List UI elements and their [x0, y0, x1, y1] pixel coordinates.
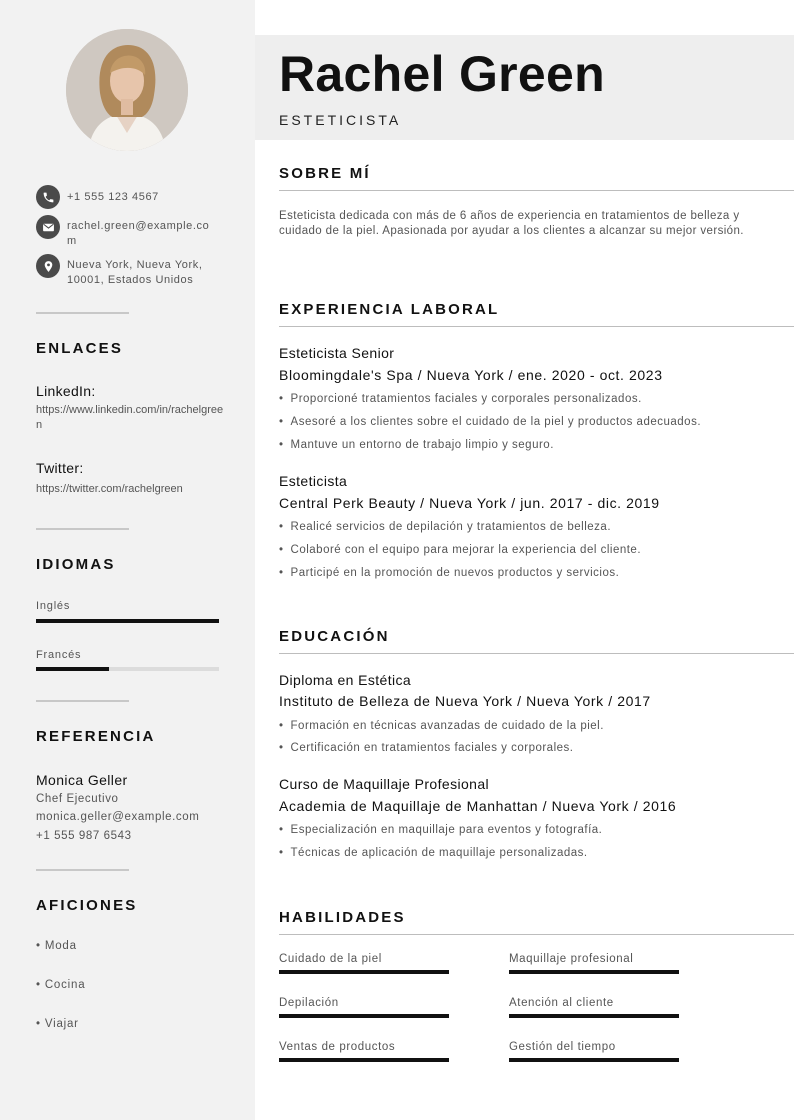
education-bullet: • Especialización en maquillaje para eventos y fotografía. [279, 824, 602, 836]
hobby-item: • Viajar [36, 1018, 79, 1030]
reference-role: Chef Ejecutivo [36, 793, 119, 805]
experience-bullet: • Mantuve un entorno de trabajo limpio y seguro. [279, 439, 554, 451]
education-subtitle: Academia de Maquillaje de Manhattan / Nueva York / 2016 [279, 798, 677, 814]
twitter-url[interactable]: https://twitter.com/rachelgreen [36, 483, 183, 495]
skill-item [279, 953, 449, 974]
reference-phone: +1 555 987 6543 [36, 830, 132, 842]
language-level-bar [36, 667, 219, 671]
experience-bullet: • Realicé servicios de depilación y tratamientos de belleza. [279, 521, 611, 533]
hobby-item: • Cocina [36, 979, 86, 991]
experience-title: Esteticista Senior [279, 345, 395, 361]
skill-bar [279, 970, 449, 974]
skill-item [279, 1041, 449, 1062]
profile-photo [66, 29, 188, 151]
skill-label: Gestión del tiempo [509, 1041, 616, 1053]
phone-text: +1 555 123 4567 [67, 191, 159, 203]
experience-bullet: • Colaboré con el equipo para mejorar la experiencia del cliente. [279, 544, 641, 556]
experience-title: Esteticista [279, 473, 348, 489]
section-rule [279, 653, 794, 654]
skill-item [509, 997, 679, 1018]
languages-heading: IDIOMAS [36, 556, 116, 573]
sidebar-divider [36, 700, 129, 702]
sidebar-divider [36, 528, 129, 530]
language-level-fill [36, 619, 219, 623]
language-level-fill [36, 667, 109, 671]
main-content [255, 0, 794, 1120]
education-title: Curso de Maquillaje Profesional [279, 776, 490, 792]
section-rule [279, 326, 794, 327]
skill-item [279, 997, 449, 1018]
skills-heading: HABILIDADES [279, 909, 406, 926]
sidebar-divider [36, 869, 129, 871]
skill-item [509, 1041, 679, 1062]
experience-subtitle: Central Perk Beauty / Nueva York / jun. 2017 - dic. 2019 [279, 495, 660, 511]
skill-label: Maquillaje profesional [509, 953, 634, 965]
skill-label: Depilación [279, 997, 339, 1009]
experience-bullet: • Participé en la promoción de nuevos productos y servicios. [279, 567, 619, 579]
mail-icon [36, 215, 60, 239]
contact-address [36, 254, 212, 288]
education-bullet: • Formación en técnicas avanzadas de cuidado de la piel. [279, 720, 604, 732]
skill-label: Ventas de productos [279, 1041, 396, 1053]
skill-label: Atención al cliente [509, 997, 614, 1009]
language-level-bar [36, 619, 219, 623]
reference-heading: REFERENCIA [36, 728, 156, 745]
reference-name: Monica Geller [36, 772, 128, 788]
section-rule [279, 190, 794, 191]
about-heading: SOBRE MÍ [279, 165, 371, 182]
full-name: Rachel Green [279, 46, 605, 102]
sidebar-divider [36, 312, 129, 314]
skill-bar [279, 1014, 449, 1018]
skill-item [509, 953, 679, 974]
location-pin-icon [36, 254, 60, 278]
experience-bullet: • Asesoré a los clientes sobre el cuidado de la piel y productos adecuados. [279, 416, 701, 428]
education-heading: EDUCACIÓN [279, 628, 390, 645]
job-title: ESTETICISTA [279, 112, 402, 128]
contact-email [36, 215, 212, 249]
about-text: Esteticista dedicada con más de 6 años de experiencia en tratamientos de belleza y cuidado de la piel. Apasionada por ayudar a los clientes a alcanzar su mejor versión. [279, 210, 744, 237]
sidebar [0, 0, 255, 1120]
section-rule [279, 934, 794, 935]
email-text[interactable]: rachel.green@example.com [67, 220, 210, 247]
twitter-label: Twitter: [36, 460, 84, 476]
linkedin-label: LinkedIn: [36, 383, 96, 399]
education-bullet: • Técnicas de aplicación de maquillaje personalizadas. [279, 847, 588, 859]
skill-bar [509, 1058, 679, 1062]
experience-heading: EXPERIENCIA LABORAL [279, 301, 500, 318]
experience-bullet: • Proporcioné tratamientos faciales y corporales personalizados. [279, 393, 642, 405]
experience-subtitle: Bloomingdale's Spa / Nueva York / ene. 2020 - oct. 2023 [279, 367, 663, 383]
skill-bar [509, 970, 679, 974]
address-text: Nueva York, Nueva York, 10001, Estados Unidos [67, 259, 203, 286]
hobby-item: • Moda [36, 940, 77, 952]
language-label: Inglés [36, 600, 71, 612]
links-heading: ENLACES [36, 340, 124, 357]
hobbies-heading: AFICIONES [36, 897, 138, 914]
skill-bar [509, 1014, 679, 1018]
education-subtitle: Instituto de Belleza de Nueva York / Nueva York / 2017 [279, 693, 651, 709]
linkedin-url[interactable]: https://www.linkedin.com/in/rachelgreen [36, 404, 224, 431]
phone-icon [36, 185, 60, 209]
education-bullet: • Certificación en tratamientos faciales y corporales. [279, 742, 573, 754]
education-title: Diploma en Estética [279, 672, 412, 688]
reference-email[interactable]: monica.geller@example.com [36, 811, 200, 823]
language-label: Francés [36, 649, 82, 661]
skill-label: Cuidado de la piel [279, 953, 382, 965]
contact-phone [36, 185, 212, 209]
skill-bar [279, 1058, 449, 1062]
